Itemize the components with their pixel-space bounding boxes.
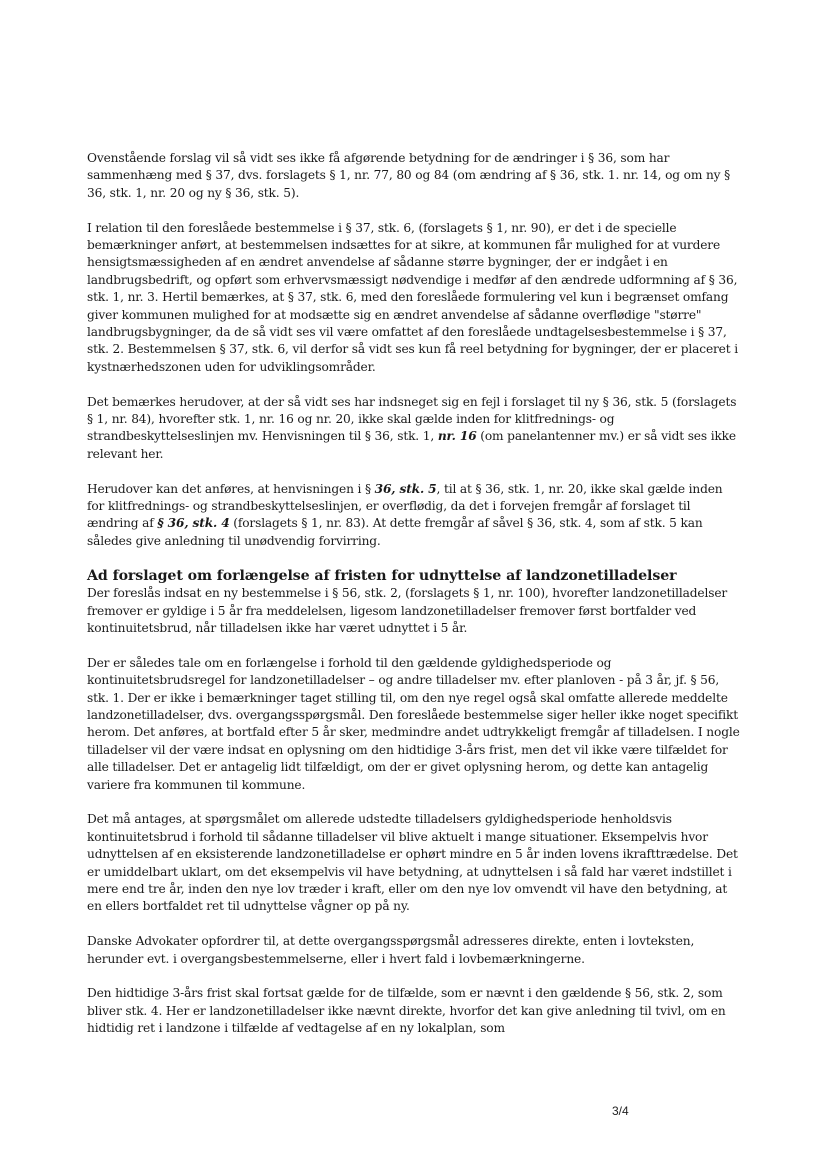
paragraph-3-emphasis: nr. 16 (437, 429, 477, 444)
paragraph-4-text-a: Herudover kan det anføres, at henvisningen i § (87, 481, 375, 496)
paragraph-4-emphasis-2: § 36, stk. 4 (157, 516, 230, 531)
paragraph-4-emphasis-1: 36, stk. 5 (374, 481, 437, 496)
paragraph-4-text-e: (forslagets § 1, nr. 83). At dette fremgår af såvel § 36, stk. 4, som af stk. 5 kan således give anledning til unødvendig forvirring. (87, 516, 703, 548)
paragraph-9: Den hidtidige 3-års frist skal fortsat gælde for de tilfælde, som er nævnt i den gældende § 56, stk. 2, som bliver stk. 4. Her er landzonetilladelser ikke nævnt direkte, hvorfor det kan give anledning til tvivl, om en hidtidig ret i landzone i tilfælde af vedtagelse af en ny lokalplan, som (87, 986, 726, 1036)
paragraph-4 (87, 481, 742, 551)
page-number: 3/4 (612, 1104, 629, 1118)
paragraph-7: Det må antages, at spørgsmålet om allerede udstedte tilladelsers gyldighedsperiode henholdsvis kontinuitetsbrud i forhold til sådanne tilladelser vil blive aktuelt i mange situationer. Eksempelvis hvor udnyttelsen af en eksisterende landzonetilladelse er ophørt mindre en 5 år inden lovens ikrafttrædelse. Det er umiddelbart uklart, om det eksempelvis vil have betydning, at udnyttelsen i så fald har været indstillet i mere end tre år, inden den nye lov træder i kraft, eller om den nye lov omvendt vil have den betydning, at en ellers bortfaldet ret til udnyttelse vågner op på ny. (87, 812, 738, 914)
paragraph-8: Danske Advokater opfordrer til, at dette overgangsspørgsmål adresseres direkte, enten i lovteksten, herunder evt. i overgangsbestemmelserne, eller i hvert fald i lovbemærkningerne. (87, 934, 695, 966)
paragraph-2: I relation til den foreslåede bestemmelse i § 37, stk. 6, (forslagets § 1, nr. 90), er det i de specielle bemærkninger anført, at bestemmelsen indsættes for at sikre, at kommunen får mulighed for at vurdere hensigtsmæssigheden af en ændret anvendelse af sådanne større bygninger, der er indgået i en landbrugsbedrift, og opført som erhvervsmæssigt nødvendige i medfør af den ændrede udformning af § 36, stk. 1, nr. 3. Hertil bemærkes, at § 37, stk. 6, med den foreslåede formulering vel kun i begrænset omfang giver kommunen mulighed for at modsætte sig en ændret anvendelse af sådanne overflødige "større" landbrugsbygninger, da de så vidt ses vil være omfattet af den foreslåede undtagelsesbestemmelse i § 37, stk. 2. Bestemmelsen § 37, stk. 6, vil derfor så vidt ses kun få reel betydning for bygninger, der er placeret i kystnærhedszonen uden for udviklingsområder. (87, 220, 738, 374)
document-body (87, 150, 742, 1055)
paragraph-3-text-a: Det bemærkes herudover, at der så vidt ses har indsneget sig en fejl i forslaget til ny § 36, stk. 5 (forslagets § 1, nr. 84), hvorefter stk. 1, nr. 16 og nr. 20, ikke skal gælde inden for klitfrednings- og strandbeskyttelseslinjen mv. Henvisningen til § 36, stk. 1, (87, 394, 737, 444)
section-heading: Ad forslaget om forlængelse af fristen for udnyttelse af landzonetilladelser (87, 567, 677, 584)
paragraph-4-text-c: , til at § 36, stk. 1, nr. 20, ikke skal gælde inden for klitfrednings- og strandbeskyttelseslinjen, er overflødig, da det i forvejen fremgår af forslaget til ændring af (87, 481, 723, 531)
paragraph-3-text-c: (om panelantenner mv.) er så vidt ses ikke relevant her. (87, 429, 736, 461)
paragraph-5: Der foreslås indsat en ny bestemmelse i § 56, stk. 2, (forslagets § 1, nr. 100), hvorefter landzonetilladelser fremover er gyldige i 5 år fra meddelelsen, ligesom landzonetilladelser fremover først bortfalder ved kontinuitetsbrud, når tilladelsen ikke har været udnyttet i 5 år. (87, 586, 728, 635)
paragraph-3 (87, 394, 742, 464)
paragraph-6: Der er således tale om en forlængelse i forhold til den gældende gyldighedsperiode og kontinuitetsbrudsregel for landzonetilladelser – og andre tilladelser mv. efter planloven - på 3 år, jf. § 56, stk. 1. Der er ikke i bemærkninger taget stilling til, om den nye regel også skal omfatte allerede meddelte landzonetilladelser, dvs. overgangsspørgsmål. Den foreslåede bestemmelse siger heller ikke noget specifikt herom. Det anføres, at bortfald efter 5 år sker, medmindre andet udtrykkeligt fremgår af tilladelsen. I nogle tilladelser vil der være indsat en oplysning om den hidtidige 3-års frist, men det vil ikke være tilfældet for alle tilladelser. Det er antagelig lidt tilfældigt, om der er givet oplysning herom, og dette kan antagelig variere fra kommunen til kommune. (87, 655, 740, 792)
paragraph-1: Ovenstående forslag vil så vidt ses ikke få afgørende betydning for de ændringer i § 36, som har sammenhæng med § 37, dvs. forslagets § 1, nr. 77, 80 og 84 (om ændring af § 36, stk. 1. nr. 14, og om ny § 36, stk. 1, nr. 20 og ny § 36, stk. 5). (87, 151, 731, 200)
